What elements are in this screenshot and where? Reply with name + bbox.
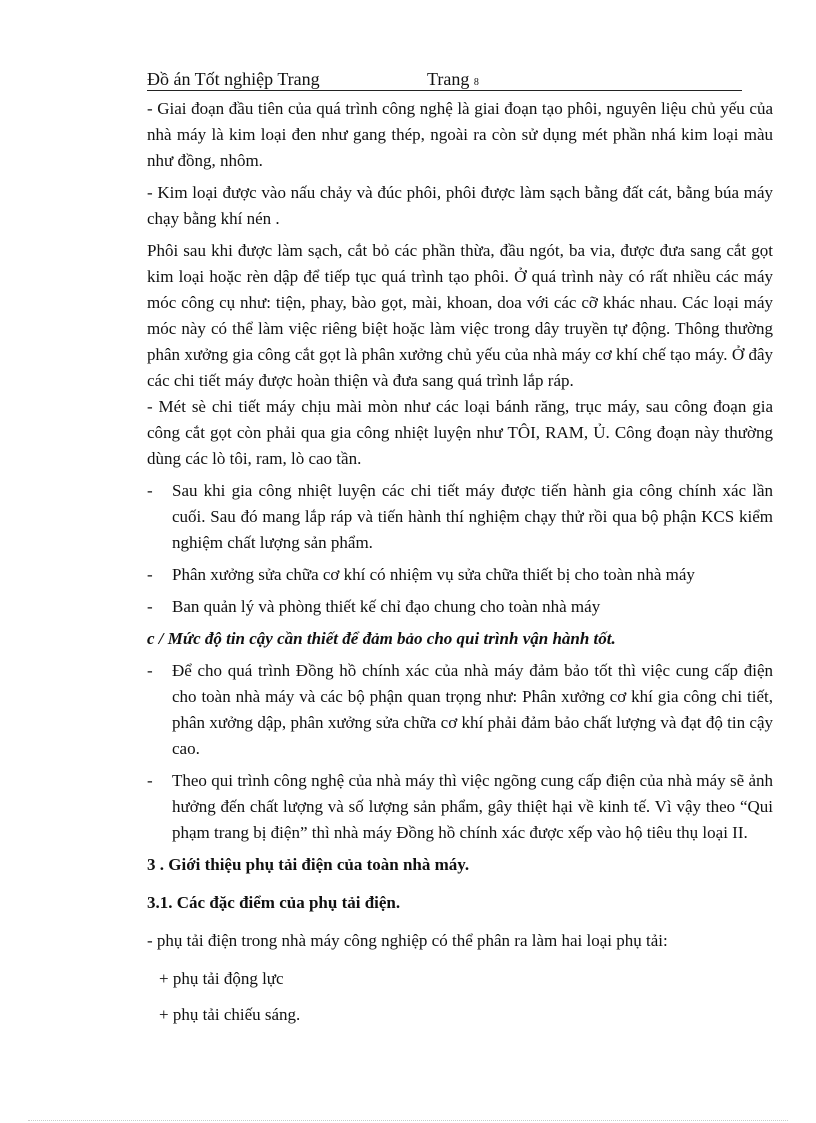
plus-list-item: + phụ tải động lực: [159, 969, 284, 988]
dash-list-item: [147, 768, 773, 846]
dash-marker: -: [147, 565, 153, 584]
dash-marker: -: [147, 481, 153, 500]
list-item-text: Sau khi gia công nhiệt luyện các chi tiết máy được tiến hành gia công chính xác lần cuối. Sau đó mang lắp ráp và tiến hành thí nghiệm chạy thử rồi qua bộ phận KCS kiểm nghiệm chất lượng sản phẩm.: [172, 481, 773, 552]
footer-divider: [28, 1120, 788, 1121]
list-item-text: Ban quản lý và phòng thiết kế chỉ đạo chung cho toàn nhà máy: [172, 597, 601, 616]
page-label: Trang: [427, 69, 470, 89]
dash-list-item: [147, 478, 773, 556]
page-header: [147, 68, 742, 91]
paragraph: Phôi sau khi được làm sạch, cắt bỏ các phần thừa, đầu ngót, ba via, được đưa sang cắt gọt kim loại hoặc rèn dập để tiếp tục quá trình tạo phôi. Ở quá trình này có rất nhiều các máy móc công cụ như: tiện, phay, bào gọt, mài, khoan, doa với các cỡ khác nhau. Các loại máy móc này có thể làm việc riêng biệt hoặc làm việc trong dây truyền tự động. Thông thường phân xưởng gia công cắt gọt là phân xưởng chủ yếu của nhà máy cơ khí chế tạo máy. Ở đây các chi tiết máy được hoàn thiện và đưa sang quá trình lắp ráp.: [147, 241, 773, 390]
plus-list-item: + phụ tải chiếu sáng.: [159, 1005, 301, 1024]
dash-marker: -: [147, 771, 153, 790]
section-heading: c / Mức độ tin cậy cần thiết để đảm bảo cho qui trình vận hành tốt.: [147, 629, 616, 648]
dash-list-item: [147, 658, 773, 762]
dash-marker: -: [147, 661, 153, 680]
paragraph: - Kim loại được vào nấu chảy và đúc phôi, phôi được làm sạch bằng đất cát, bằng búa máy chạy bằng khí nén .: [147, 183, 773, 228]
header-page-label: [427, 68, 479, 94]
dash-marker: -: [147, 597, 153, 616]
document-body: [147, 96, 773, 1038]
paragraph: - Mét sè chi tiết máy chịu mài mòn như các loại bánh răng, trục máy, sau công đoạn gia công cắt gọt còn phải qua gia công nhiệt luyện như TÔI, RAM, Ủ. Công đoạn này thường dùng các lò tôi, ram, lò cao tần.: [147, 397, 773, 468]
list-item-text: Theo qui trình công nghệ của nhà máy thì việc ngõng cung cấp điện của nhà máy sẽ ảnh hưởng đến chất lượng và số lượng sản phẩm, gây thiệt hại về kinh tế. Vì vậy theo “Qui phạm trang bị điện” thì nhà máy Đồng hồ chính xác được xếp vào hộ tiêu thụ loại II.: [172, 771, 773, 842]
subsection-heading: 3.1. Các đặc điểm của phụ tải điện.: [147, 893, 401, 912]
paragraph: - phụ tải điện trong nhà máy công nghiệp có thể phân ra làm hai loại phụ tải:: [147, 931, 668, 950]
dash-list-item: [147, 562, 773, 588]
page-number: 8: [473, 77, 479, 88]
dash-list-item: [147, 594, 773, 620]
list-item-text: Phân xưởng sửa chữa cơ khí có nhiệm vụ sửa chữa thiết bị cho toàn nhà máy: [172, 565, 695, 584]
paragraph: - Giai đoạn đầu tiên của quá trình công nghệ là giai đoạn tạo phôi, nguyên liệu chủ yếu của nhà máy là kim loại đen như gang thép, ngoài ra còn sử dụng mét phần nhá kim loại màu như đồng, nhôm.: [147, 99, 773, 170]
header-title: Đồ án Tốt nghiệp Trang: [147, 69, 320, 89]
section-heading: 3 . Giới thiệu phụ tải điện của toàn nhà máy.: [147, 855, 470, 874]
list-item-text: Để cho quá trình Đồng hồ chính xác của nhà máy đảm bảo tốt thì việc cung cấp điện cho toàn nhà máy và các bộ phận quan trọng như: Phân xưởng cơ khí gia công chi tiết, phân xưởng dập, phân xưởng sửa chữa cơ khí phải đảm bảo chất lượng và đạt độ tin cậy cao.: [172, 661, 773, 758]
